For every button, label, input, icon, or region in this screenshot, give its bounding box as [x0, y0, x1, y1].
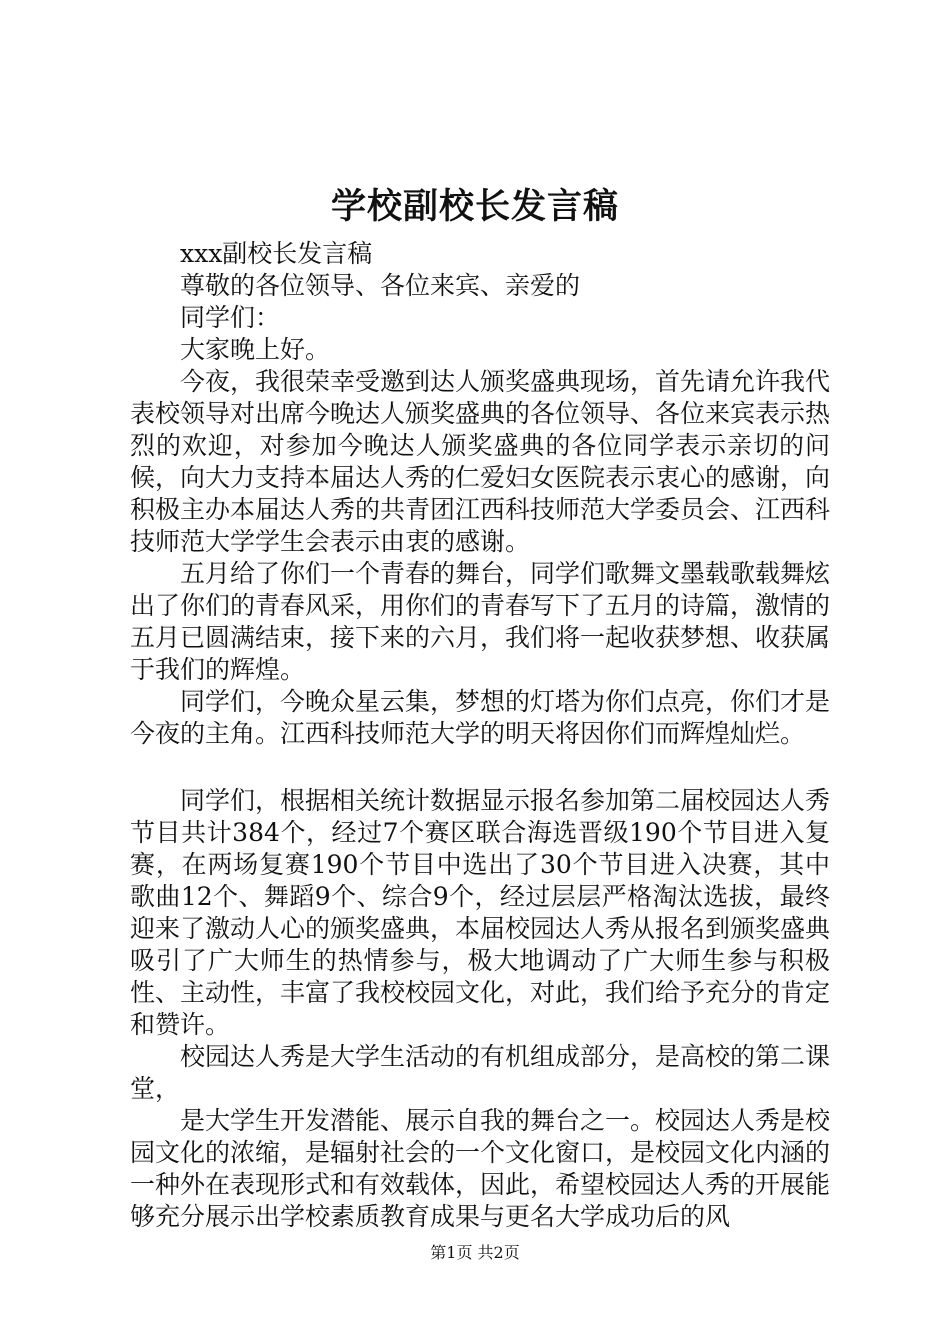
speech-heading: xxx副校长发言稿	[180, 239, 373, 268]
salutation-line-2: 同学们：	[180, 303, 281, 332]
salutation-line-1: 尊敬的各位领导、各位来宾、亲爱的	[180, 271, 581, 300]
greeting: 大家晚上好。	[180, 335, 331, 364]
paragraph-statistics: 同学们，根据相关统计数据显示报名参加第二届校园达人秀节目共计384个，经过7个赛区联合海选晋级190个节目进入复赛，在两场复赛190个节目中选出了30个节目进入决赛，其中歌曲12个、舞蹈9个、综合9个，经过层层严格淘汰选拔，最终迎来了激动人心的颁奖盛典，本届校园达人秀从报名到颁奖盛典吸引了广大师生的热情参与，极大地调动了广大师生参与积极性、主动性，丰富了我校校园文化，对此，我们给予充分的肯定和赞许。	[130, 786, 831, 1039]
paragraph-second-classroom: 校园达人秀是大学生活动的有机组成部分，是高校的第二课堂，	[130, 1042, 831, 1103]
document-body	[130, 238, 830, 1233]
paragraph-may-stage: 五月给了你们一个青春的舞台，同学们歌舞文墨载歌载舞炫出了你们的青春风采，用你们的青春写下了五月的诗篇，激情的五月已圆满结束，接下来的六月，我们将一起收获梦想、收获属于我们的辉煌。	[130, 559, 831, 684]
paragraph-welcome: 今夜，我很荣幸受邀到达人颁奖盛典现场，首先请允许我代表校领导对出席今晚达人颁奖盛典的各位领导、各位来宾表示热烈的欢迎，对参加今晚达人颁奖盛典的各位同学表示亲切的问候，向大力支持本届达人秀的仁爱妇女医院表示衷心的感谢，向积极主办本届达人秀的共青团江西科技师范大学委员会、江西科技师范大学学生会表示由衷的感谢。	[130, 367, 831, 556]
paragraph-stage-of-students: 是大学生开发潜能、展示自我的舞台之一。校园达人秀是校园文化的浓缩，是辐射社会的一个文化窗口，是校园文化内涵的一种外在表现形式和有效载体，因此，希望校园达人秀的开展能够充分展示出学校素质教育成果与更名大学成功后的风	[130, 1106, 831, 1231]
page-number: 第1页 共2页	[430, 1243, 520, 1262]
paragraph-tonight: 同学们，今晚众星云集，梦想的灯塔为你们点亮，你们才是今夜的主角。江西科技师范大学的明天将因你们而辉煌灿烂。	[130, 687, 831, 748]
document-title: 学校副校长发言稿	[330, 186, 619, 227]
